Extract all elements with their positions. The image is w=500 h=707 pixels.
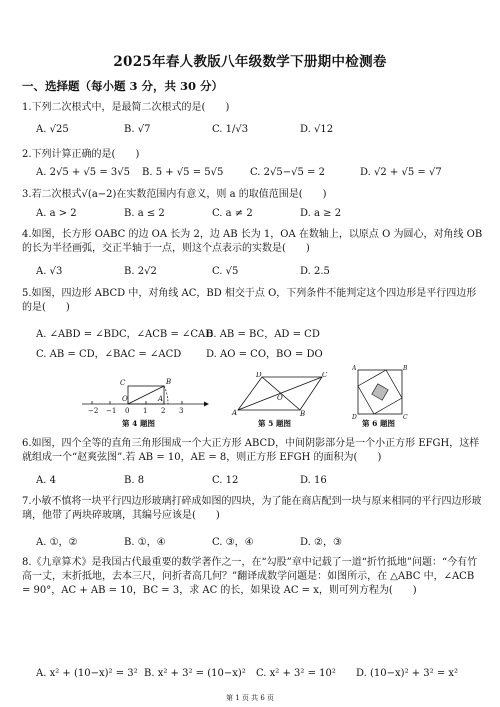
- question-3-stem: 3.若二次根式√(a−2)在实数范围内有意义，则 a 的取值范围是( ): [22, 189, 327, 200]
- point-label: C: [403, 414, 408, 420]
- option-d[interactable]: D. √12: [300, 124, 334, 135]
- page-footer: 第 1 页 共 6 页: [225, 694, 275, 702]
- point-label: D: [352, 414, 357, 420]
- axis-label: 1: [143, 407, 148, 415]
- option-c[interactable]: C. √5: [212, 266, 239, 277]
- axis-label: −1: [106, 407, 117, 415]
- question-1-stem: 1.下列二次根式中，是最简二次根式的是( ): [22, 102, 230, 113]
- option-a[interactable]: A. 4: [36, 475, 56, 486]
- option-a[interactable]: A. ①，②: [36, 537, 78, 548]
- figure-4-caption: 第 4 题图: [122, 419, 155, 428]
- question-6-options: [36, 475, 327, 486]
- option-b[interactable]: B. √7: [124, 124, 151, 135]
- option-c[interactable]: C. a ≠ 2: [212, 208, 253, 219]
- option-d[interactable]: D. 2.5: [300, 266, 330, 277]
- option-d[interactable]: D. AO = CO，BO = DO: [206, 349, 323, 360]
- axis-label: 0: [125, 407, 130, 415]
- question-5-options-row1: [36, 325, 320, 340]
- point-label: O: [277, 394, 283, 402]
- axis-label: 2: [161, 407, 166, 415]
- figure-6-zhao-shuang-diagram: [352, 364, 408, 420]
- option-a[interactable]: A. 2√5 + √5 = 3√5: [36, 167, 130, 178]
- question-7-stem: 7.小敏不慎将一块平行四边形玻璃打碎成如图的四块，为了能在商店配到一块与原来相同的平行四边形玻璃，他带了两块碎玻璃，其编号应该是( ): [22, 496, 482, 521]
- option-b[interactable]: B. AB = BC，AD = CD: [206, 329, 320, 340]
- option-b[interactable]: B. x² + 3² = (10−x)²: [144, 668, 246, 679]
- question-4-options: [36, 266, 330, 277]
- question-3-options: [36, 208, 341, 219]
- question-4-stem: 4.如图，长方形 OABC 的边 OA 长为 2，边 AB 长为 1，OA 在数轴上，以原点 O 为圆心，对角线 OB 的长为半径画弧，交正半轴于一点，则这个点表示的实数是( ): [22, 229, 483, 254]
- point-label: B: [166, 378, 172, 386]
- option-c[interactable]: C. 2√5−√5 = 2: [250, 167, 325, 178]
- question-5-stem: 5.如图，四边形 ABCD 中，对角线 AC，BD 相交于点 O，下列条件不能判定这个四边形是平行四边形的是( ): [22, 288, 477, 313]
- question-7-options: [36, 533, 342, 548]
- option-d[interactable]: D. ②，③: [300, 537, 342, 548]
- option-c[interactable]: C. ③，④: [212, 537, 254, 548]
- option-c[interactable]: C. 12: [212, 475, 239, 486]
- option-d[interactable]: D. 16: [300, 475, 327, 486]
- option-a[interactable]: A. √3: [36, 266, 63, 277]
- point-label: C: [120, 379, 126, 387]
- option-a[interactable]: A. ∠ABD = ∠BDC，∠ACB = ∠CAD: [36, 329, 214, 340]
- figure-6-caption: 第 6 题图: [362, 419, 395, 428]
- option-d[interactable]: D. (10−x)² + 3² = x²: [356, 668, 459, 679]
- option-c[interactable]: C. AB = CD，∠BAC = ∠ACD: [36, 349, 182, 360]
- option-c[interactable]: C. x² + 3² = 10²: [256, 668, 336, 679]
- page-title: 2025年春人教版八年级数学下册期中检测卷: [113, 54, 387, 70]
- option-a[interactable]: A. x² + (10−x)² = 3²: [36, 668, 138, 679]
- axis-label: 3: [179, 407, 184, 415]
- point-label: A: [352, 365, 357, 372]
- figure-4-number-line: [80, 372, 210, 422]
- option-a[interactable]: A. a > 2: [36, 208, 77, 219]
- figure-5-caption: 第 5 题图: [258, 419, 291, 428]
- option-c[interactable]: C. 1/√3: [212, 124, 249, 135]
- option-b[interactable]: B. 5 + √5 = 5√5: [142, 167, 224, 178]
- point-label: B: [300, 410, 306, 416]
- option-b[interactable]: B. 2√2: [124, 266, 157, 277]
- point-label: O: [122, 395, 128, 403]
- point-label: A: [232, 409, 238, 416]
- axis-label: −2: [88, 407, 99, 415]
- question-6-stem: 6.如图，四个全等的直角三角形围成一个大正方形 ABCD，中间阴影部分是一个小正方形 EFGH，这样就组成一个“赵爽弦图”.若 AB = 10，AE = 8，则正方形 EFGH 的面积为( ): [22, 438, 480, 463]
- option-d[interactable]: D. √2 + √5 = √7: [360, 167, 442, 178]
- option-b[interactable]: B. 8: [124, 475, 145, 486]
- point-label: B: [403, 365, 408, 372]
- question-2-options: [36, 167, 442, 178]
- figure-5-quadrilateral: [230, 372, 330, 416]
- section-heading: 一、选择题（每小题 3 分，共 30 分）: [22, 79, 224, 93]
- question-8-stem: 8.《九章算术》是我国古代最重要的数学著作之一，在“勾股”章中记载了一道“折竹抵地”问题：“今有竹高一丈，末折抵地，去本三尺，问折者高几何？”翻译成数学问题是：如图所示，在 △ABC 中，∠ACB = 90°，AC + AB = 10，BC = 3，求 AC 的长，如果设 AC = x，则可列方程为( ): [22, 557, 478, 596]
- option-b[interactable]: B. ①，④: [124, 537, 166, 548]
- question-2-stem: 2.下列计算正确的是( ): [22, 149, 140, 160]
- question-8-options: [36, 668, 458, 679]
- option-d[interactable]: D. a ≥ 2: [300, 208, 342, 219]
- point-label: A: [158, 395, 164, 403]
- point-label: C: [322, 372, 328, 379]
- question-1-options: [36, 124, 333, 135]
- option-b[interactable]: B. a ≤ 2: [124, 208, 165, 219]
- point-label: D: [256, 372, 262, 379]
- question-5-options-row2: [36, 345, 323, 360]
- option-a[interactable]: A. √25: [36, 124, 69, 135]
